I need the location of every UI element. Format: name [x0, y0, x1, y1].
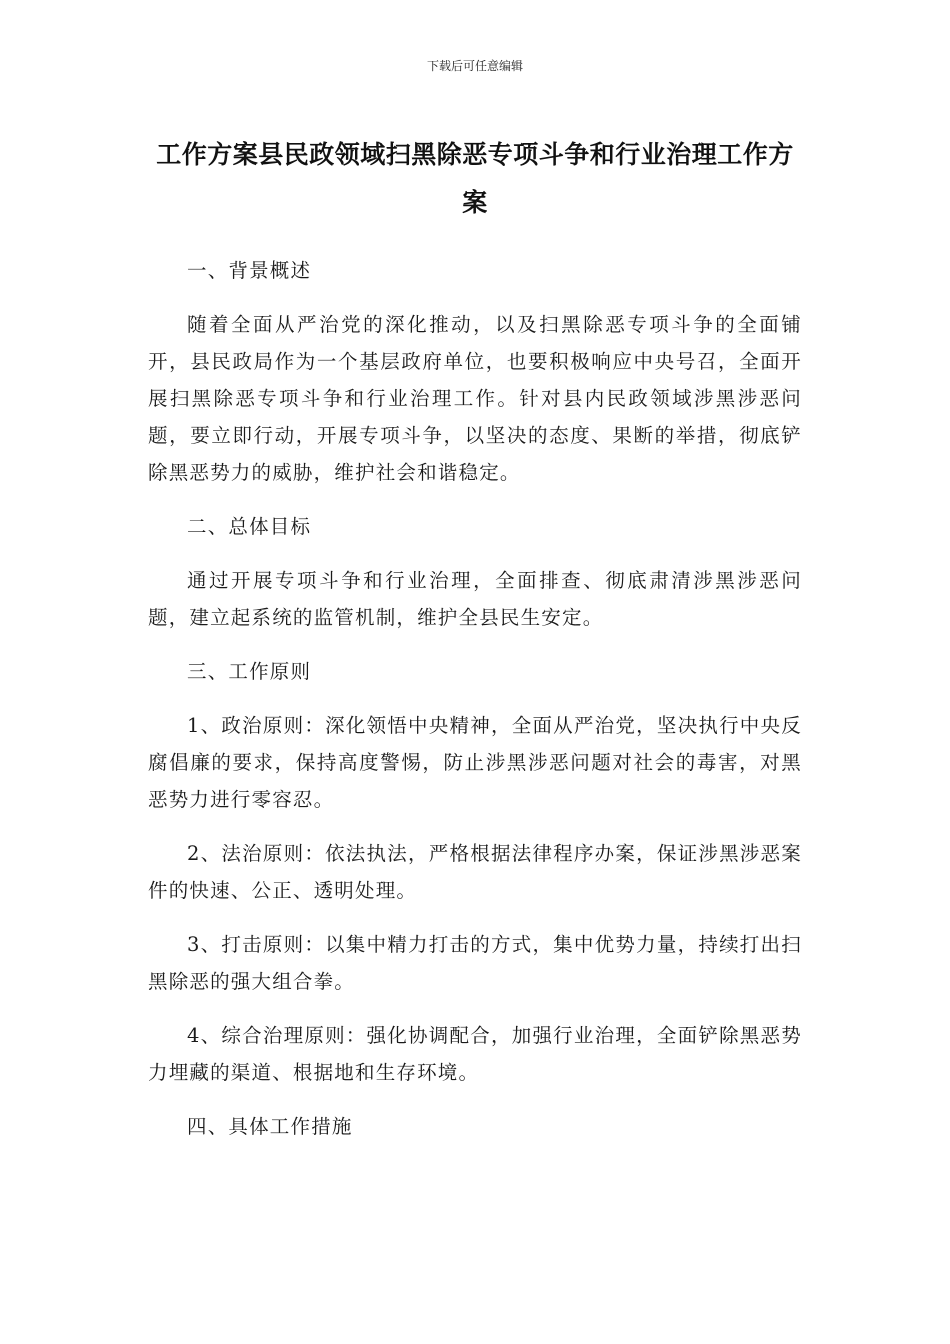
paragraph-principle-comprehensive: 4、综合治理原则：强化协调配合，加强行业治理，全面铲除黑恶势力埋藏的渠道、根据地和生存环境。	[148, 1024, 802, 1084]
section-heading-goals: 二、总体目标	[187, 515, 312, 538]
paragraph-background: 随着全面从严治党的深化推动，以及扫黑除恶专项斗争的全面铺开，县民政局作为一个基层政府单位，也要积极响应中央号召，全面开展扫黑除恶专项斗争和行业治理工作。针对县内民政领域涉黑涉恶问题，要立即行动，开展专项斗争，以坚决的态度、果断的举措，彻底铲除黑恶势力的威胁，维护社会和谐稳定。	[148, 313, 802, 484]
header-note: 下载后可任意编辑	[426, 59, 523, 73]
section-heading-background: 一、背景概述	[187, 259, 312, 282]
document-body	[148, 252, 802, 1162]
paragraph-principle-strike: 3、打击原则：以集中精力打击的方式，集中优势力量，持续打出扫黑除恶的强大组合拳。	[148, 933, 802, 993]
paragraph-principle-legal: 2、法治原则：依法执法，严格根据法律程序办案，保证涉黑涉恶案件的快速、公正、透明处理。	[148, 842, 802, 902]
paragraph-goals: 通过开展专项斗争和行业治理，全面排查、彻底肃清涉黑涉恶问题，建立起系统的监管机制，维护全县民生安定。	[148, 569, 802, 629]
section-heading-principles: 三、工作原则	[187, 660, 312, 683]
document-title: 工作方案县民政领域扫黑除恶专项斗争和行业治理工作方案	[156, 140, 794, 217]
section-heading-measures: 四、具体工作措施	[187, 1115, 353, 1138]
paragraph-principle-political: 1、政治原则：深化领悟中央精神，全面从严治党，坚决执行中央反腐倡廉的要求，保持高度警惕，防止涉黑涉恶问题对社会的毒害，对黑恶势力进行零容忍。	[148, 714, 802, 811]
